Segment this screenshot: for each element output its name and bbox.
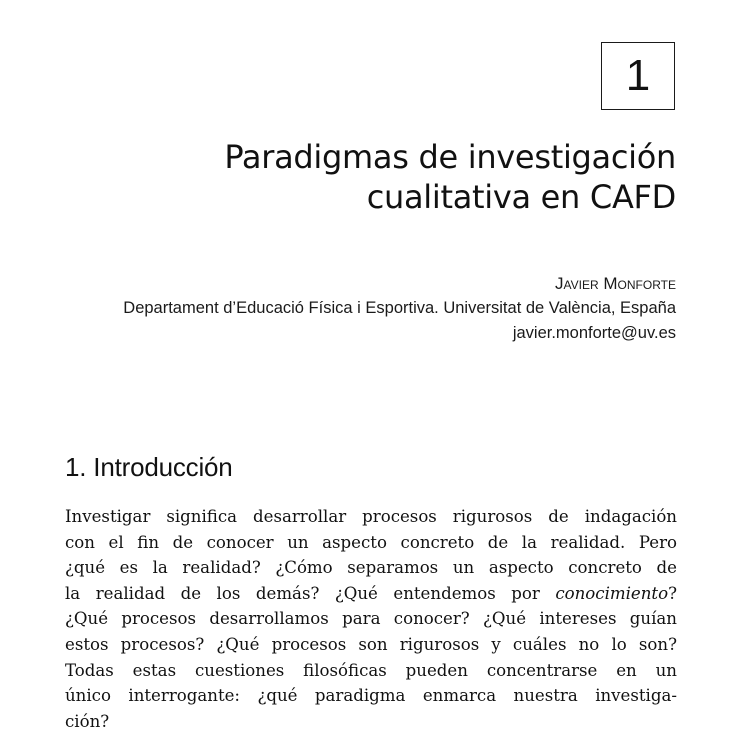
paragraph-line-text: la realidad de los demás? ¿Qué entendemos por xyxy=(65,583,556,603)
paragraph-line: estos procesos? ¿Qué procesos son rigurosos y cuáles no lo son? xyxy=(65,634,677,654)
intro-paragraph xyxy=(65,504,677,734)
paragraph-line-punct: ? xyxy=(668,583,677,603)
paragraph-line: ¿Qué procesos desarrollamos para conocer? ¿Qué intereses guían xyxy=(65,609,677,629)
italic-term: conocimiento xyxy=(555,583,669,603)
chapter-number: 1 xyxy=(625,51,651,100)
paragraph-line: ¿qué es la realidad? ¿Cómo separamos un aspecto concreto de xyxy=(65,558,677,578)
author-affiliation: Departament d’Educació Física i Esportiva. Universitat de València, España xyxy=(123,299,676,317)
paragraph-line: Investigar significa desarrollar procesos rigurosos de indagación xyxy=(65,507,677,526)
paragraph-line: ción? xyxy=(65,711,110,731)
chapter-title xyxy=(76,137,676,217)
paragraph-line: con el fin de conocer un aspecto concreto de la realidad. Pero xyxy=(65,532,677,552)
paragraph-line xyxy=(65,581,677,607)
chapter-title-line-2: cualitativa en CAFD xyxy=(366,178,676,216)
paragraph-line: Todas estas cuestiones filosóficas pueden concentrarse en un xyxy=(65,660,677,680)
chapter-title-line-1: Paradigmas de investigación xyxy=(224,138,676,176)
author-email: javier.monforte@uv.es xyxy=(512,324,676,342)
section-heading: 1. Introducción xyxy=(65,452,233,482)
chapter-number-box xyxy=(601,42,675,110)
paragraph-line: único interrogante: ¿qué paradigma enmarca nuestra investiga- xyxy=(65,686,677,706)
author-block xyxy=(0,271,676,346)
author-name: Javier Monforte xyxy=(555,274,676,293)
